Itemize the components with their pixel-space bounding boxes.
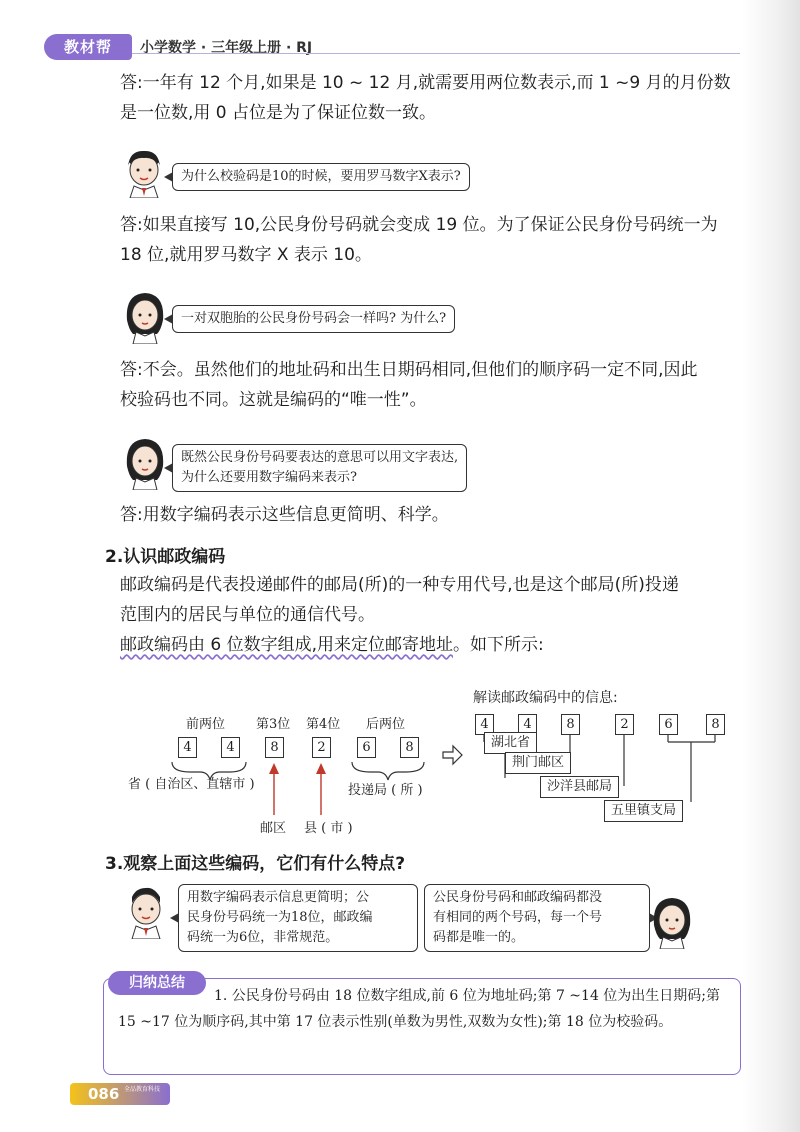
right-digit-4: 2 (615, 714, 634, 735)
observation-left-line1: 用数字编码表示信息更简明；公 (187, 890, 370, 905)
left-digit-6: 8 (400, 737, 419, 758)
arrow-county-head (316, 763, 326, 774)
observation-left-line2: 民身份号码统一为18位，邮政编 (187, 910, 373, 925)
girl-avatar-3-icon (650, 895, 694, 949)
answer-1-line1: 答:一年有 12 个月,如果是 10 ~ 12 月,就需要用两位数表示,而 1 ~9 月的月份数 (120, 73, 731, 93)
right-digit-3: 8 (561, 714, 580, 735)
right-digit-5: 6 (659, 714, 678, 735)
header-badge: 教材帮 (44, 34, 132, 60)
answer-2-line2: 18 位,就用罗马数字 X 表示 10。 (120, 245, 372, 265)
question-4-line2: 为什么还要用数字编码来表示? (181, 470, 357, 485)
section-3-heading: 3.观察上面这些编码，它们有什么特点? (105, 854, 406, 874)
bracket-post-office (352, 762, 424, 780)
right-digit-6: 8 (706, 714, 725, 735)
level-branch: 五里镇支局 (604, 800, 683, 822)
observation-bubble-left (178, 884, 418, 952)
section-2-line2: 范围内的居民与单位的通信代号。 (120, 605, 375, 625)
label-last-two: 后两位 (366, 717, 406, 732)
page-number: 086 (88, 1085, 120, 1103)
left-digit-3: 8 (265, 737, 284, 758)
observation-right-line2: 有相同的两个号码，每一个号 (433, 910, 603, 925)
answer-3-line2: 校验码也不同。这就是编码的“唯一性”。 (120, 390, 427, 410)
summary-text: 1. 公民身份号码由 18 位数字组成,前 6 位为地址码;第 7 ~14 位为出生日期码;第 15 ~17 位为顺序码,其中第 17 位表示性别(单数为男性,双数为女性);第 18 位为校验码。 (118, 988, 721, 1030)
question-4-line1: 既然公民身份号码要表达的意思可以用文字表达, (181, 450, 459, 465)
observation-left-line3: 码统一为6位，非常规范。 (187, 930, 339, 945)
level-county: 沙洋县邮局 (540, 776, 619, 798)
decode-title: 解读邮政编码中的信息: (473, 690, 618, 706)
level-district: 荆门邮区 (505, 752, 571, 774)
label-county: 县 ( 市 ) (304, 821, 353, 836)
left-digit-1: 4 (178, 737, 197, 758)
answer-1-line2: 是一位数,用 0 占位是为了保证位数一致。 (120, 103, 437, 123)
summary-badge: 归纳总结 (108, 971, 206, 995)
observation-right-line3: 码都是唯一的。 (433, 930, 525, 945)
observation-right-line1: 公民身份号码和邮政编码都没 (433, 890, 603, 905)
answer-4: 答:用数字编码表示这些信息更简明、科学。 (120, 505, 449, 525)
label-first-two: 前两位 (186, 717, 226, 732)
header-title: 小学数学 · 三年级上册 · RJ (140, 40, 313, 56)
arrow-district-head (269, 763, 279, 774)
footer-small-text: 全品教育科技 (124, 1086, 161, 1093)
boy-avatar-2-icon (124, 885, 168, 939)
left-digit-2: 4 (221, 737, 240, 758)
label-district: 邮区 (260, 821, 287, 836)
right-digit-2: 4 (518, 714, 537, 735)
label-post-office: 投递局 ( 所 ) (348, 783, 423, 798)
left-digit-4: 2 (312, 737, 331, 758)
left-digit-5: 6 (357, 737, 376, 758)
label-third: 第3位 (256, 717, 291, 732)
question-bubble-2: 为什么校验码是10的时候，要用罗马数字X表示? (172, 163, 470, 191)
section-2-line3-rest: 。如下所示: (453, 635, 544, 655)
right-digit-1: 4 (475, 714, 494, 735)
arrow-right-icon (443, 746, 462, 764)
section-2-heading: 2.认识邮政编码 (105, 547, 226, 567)
label-fourth: 第4位 (306, 717, 341, 732)
section-2-line1: 邮政编码是代表投递邮件的邮局(所)的一种专用代号,也是这个邮局(所)投递 (120, 575, 679, 595)
observation-bubble-right (424, 884, 650, 952)
answer-3-line1: 答:不会。虽然他们的地址码和出生日期码相同,但他们的顺序码一定不同,因此 (120, 360, 698, 380)
answer-2-line1: 答:如果直接写 10,公民身份号码就会变成 19 位。为了保证公民身份号码统一为 (120, 215, 718, 235)
label-province: 省 ( 自治区、直辖市 ) (128, 777, 255, 792)
section-2-key-sentence: 邮政编码由 6 位数字组成,用来定位邮寄地址 (120, 635, 454, 655)
level-province: 湖北省 (484, 732, 537, 754)
question-bubble-3: 一对双胞胎的公民身份号码会一样吗? 为什么? (172, 305, 455, 333)
